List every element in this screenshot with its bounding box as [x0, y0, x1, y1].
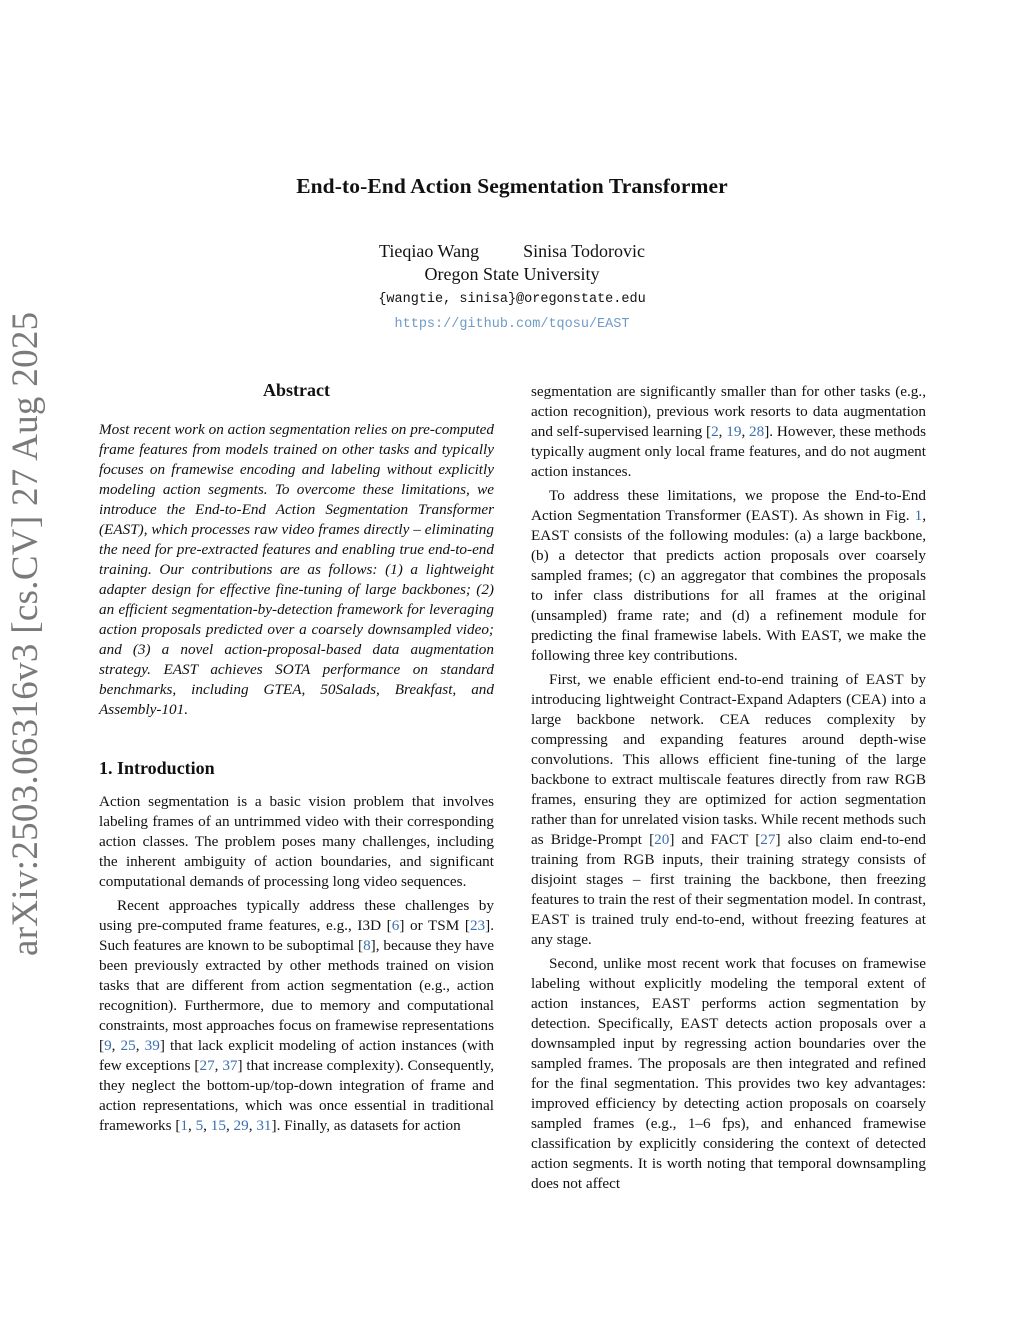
- citation-link[interactable]: 9: [104, 1037, 112, 1054]
- citation-link[interactable]: 31: [256, 1117, 272, 1134]
- affiliation: Oregon State University: [424, 264, 600, 284]
- paragraph-text: ] and FACT [: [669, 831, 761, 848]
- body-paragraph: [531, 670, 926, 950]
- paragraph-text: ] or TSM [: [399, 917, 470, 934]
- paragraph-text: ,: [203, 1117, 211, 1134]
- citation-link[interactable]: 25: [120, 1037, 136, 1054]
- citation-link[interactable]: 27: [199, 1057, 215, 1074]
- section-heading-introduction: 1. Introduction: [99, 758, 215, 778]
- paragraph-text: segmentation are significantly smaller than for other tasks (e.g., action recognition), previous work resorts to data augmentation and self-supervised learning [: [531, 383, 926, 440]
- body-paragraph: Second, unlike most recent work that focuses on framewise labeling without explicitly modeling the temporal extent of action instances, EAST performs action segmentation by detection. Specifically, EAST detects action proposals over a downsampled input by regressing action boundaries over the sampled frames. The proposals are then integrated and refined for the final segmentation. This provides two key advantages: improved efficiency by detecting action proposals on coarsely sampled frames (e.g., 1–6 fps), and enhanced framewise classification by explicitly considering the context of detected action segments. It is worth noting that temporal downsampling does not affect: [531, 955, 926, 1192]
- paragraph-text: ,: [135, 1037, 145, 1054]
- paragraph-text: ,: [718, 423, 727, 440]
- intro-paragraph: [99, 896, 494, 1136]
- paragraph-text: ]. However, these methods typically augment only local frame features, and do not augment action instances.: [531, 423, 927, 480]
- code-link[interactable]: https://github.com/tqosu/EAST: [394, 317, 630, 332]
- paragraph-text: ,: [187, 1117, 196, 1134]
- body-paragraph: [531, 486, 926, 666]
- paragraph-text: Recent approaches typically address these challenges by using pre-computed frame features, e.g., I3D [: [99, 897, 494, 934]
- paragraph-text: , EAST consists of the following modules: (a) a large backbone, (b) a detector that predicts action proposals over coarsely sampled frames; (c) an aggregator that combines the proposals to infer class distributions for all frames at the original (unsampled) frame rate; and (d) a refinement module for predicting the final framewise labels. With EAST, we make the following three key contributions.: [531, 507, 926, 664]
- author-name: Sinisa Todorovic: [523, 241, 645, 261]
- author-name: Tieqiao Wang: [379, 241, 480, 261]
- paragraph-text: ]. Finally, as datasets for action: [271, 1117, 461, 1134]
- citation-link[interactable]: 39: [144, 1037, 160, 1054]
- paragraph-text: ,: [214, 1057, 223, 1074]
- author-email: {wangtie, sinisa}@oregonstate.edu: [378, 292, 646, 307]
- paragraph-text: ,: [225, 1117, 234, 1134]
- citation-link[interactable]: 1: [180, 1117, 188, 1134]
- figure-link[interactable]: 1: [914, 507, 923, 524]
- citation-link[interactable]: 8: [363, 937, 371, 954]
- paper-title: End-to-End Action Segmentation Transformer: [296, 174, 728, 198]
- paragraph-text: ,: [111, 1037, 121, 1054]
- citation-link[interactable]: 29: [233, 1117, 249, 1134]
- citation-link[interactable]: 20: [654, 831, 670, 848]
- paragraph-text: ], because they have been previously extracted by other methods trained on vision tasks that are different from action segmentation (e.g., action recognition). Furthermore, due to memory and computational constraints, most approaches focus on framewise representations [: [99, 937, 494, 1054]
- citation-link[interactable]: 5: [195, 1117, 204, 1134]
- citation-link[interactable]: 2: [711, 423, 719, 440]
- paragraph-text: To address these limitations, we propose the End-to-End Action Segmentation Transformer (EAST). As shown in Fig.: [531, 487, 926, 524]
- citation-link[interactable]: 23: [469, 917, 486, 934]
- paragraph-text: ,: [248, 1117, 257, 1134]
- citation-link[interactable]: 19: [726, 423, 742, 440]
- intro-paragraph: Action segmentation is a basic vision problem that involves labeling frames of an untrimmed video with their corresponding action classes. The problem poses many challenges, including the inherent ambiguity of action boundaries, and significant computational demands of processing long video sequences.: [99, 793, 494, 890]
- citation-link[interactable]: 28: [749, 423, 765, 440]
- paragraph-text: ] that lack explicit modeling of action instances (with few exceptions [: [99, 1037, 495, 1074]
- body-paragraph: [531, 382, 926, 482]
- arxiv-stamp: arXiv:2503.06316v3 [cs.CV] 27 Aug 2025: [5, 311, 46, 956]
- paragraph-text: ] also claim end-to-end training from RGB inputs, their training strategy consists of disjoint stages – first training the backbone, then freezing features to train the rest of their segmentation model. In contrast, EAST is trained truly end-to-end, without freezing features at any stage.: [531, 831, 927, 948]
- left-column: [99, 372, 494, 1136]
- paragraph-text: ] that increase complexity). Consequently, they neglect the bottom-up/top-down integration of frame and action representations, which was once essential in traditional frameworks [: [99, 1057, 495, 1134]
- author-list: [0, 241, 1024, 262]
- right-column: [531, 382, 926, 1194]
- citation-link[interactable]: 6: [391, 917, 400, 934]
- abstract-text: Most recent work on action segmentation relies on pre-computed frame features from models trained on other tasks and typically focuses on framewise encoding and labeling without explicitly modeling action segments. To overcome these limitations, we introduce the End-to-End Action Segmentation Transformer (EAST), which processes raw video frames directly – eliminating the need for pre-extracted features and enabling true end-to-end training. Our contributions are as follows: (1) a lightweight adapter design for effective fine-tuning of large backbones; (2) an efficient segmentation-by-detection framework for leveraging action proposals predicted over a coarsely downsampled video; and (3) a novel action-proposal-based data augmentation strategy. EAST achieves SOTA performance on standard benchmarks, including GTEA, 50Salads, Breakfast, and Assembly-101.: [99, 421, 494, 718]
- citation-link[interactable]: 15: [210, 1117, 226, 1134]
- abstract-heading: Abstract: [263, 380, 330, 400]
- paragraph-text: ]. Such features are known to be suboptimal [: [99, 917, 494, 954]
- citation-link[interactable]: 37: [222, 1057, 238, 1074]
- paragraph-text: ,: [741, 423, 750, 440]
- citation-link[interactable]: 27: [760, 831, 776, 848]
- paragraph-text: First, we enable efficient end-to-end training of EAST by introducing lightweight Contract-Expand Adapters (CEA) into a large backbone network. CEA reduces complexity by compressing and expanding features around depth-wise convolutions. This allows efficient fine-tuning of the large backbone to extract multiscale features directly from raw RGB frames, ensuring they are optimized for action segmentation rather than for unrelated vision tasks. While recent methods such as Bridge-Prompt [: [531, 671, 926, 848]
